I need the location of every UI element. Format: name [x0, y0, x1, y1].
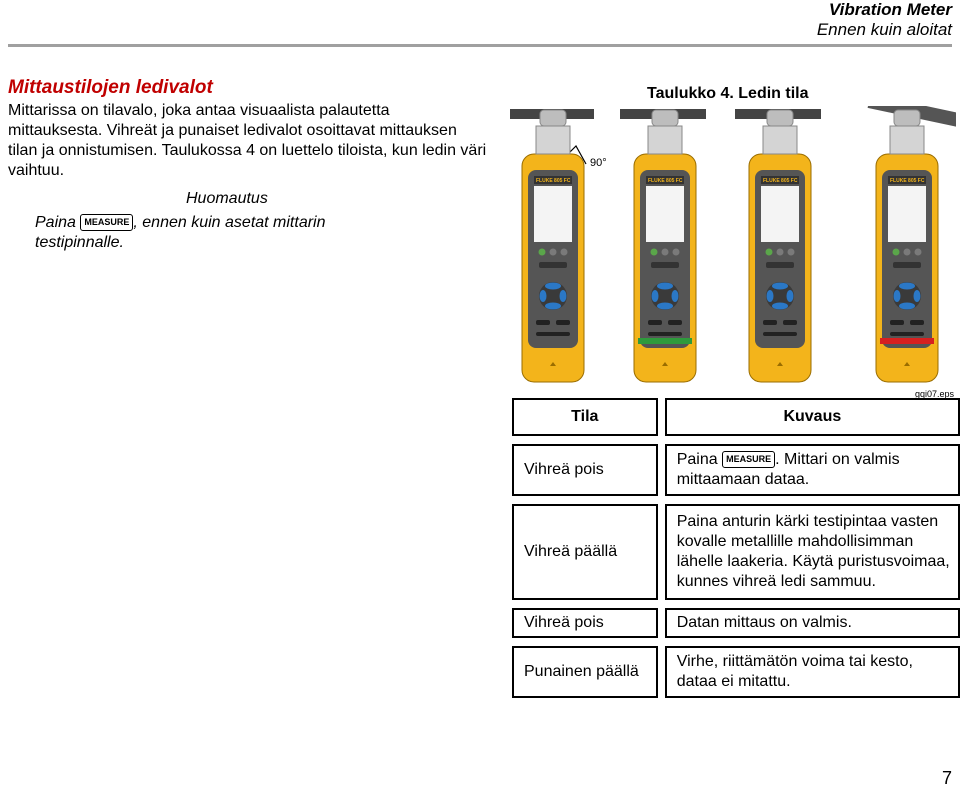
header-title: Vibration Meter	[828, 0, 952, 19]
device-brand-label: FLUKE 805 FC	[890, 178, 925, 184]
header-subtitle: Ennen kuin aloitat	[816, 20, 952, 39]
row-description: Virhe, riittämätön voima tai kesto, dataa ei mitattu.	[666, 647, 959, 697]
device-brand-label: FLUKE 805 FC	[648, 178, 683, 184]
table-row	[513, 505, 959, 599]
page-number: 7	[941, 768, 952, 788]
row-state: Vihreä pois	[513, 609, 657, 637]
col-header-description: Kuvaus	[666, 399, 959, 435]
col-header-state: Tila	[513, 399, 657, 435]
angle-label: 90°	[590, 157, 607, 169]
measure-key-icon: MEASURE	[80, 214, 133, 231]
note-suffix: , ennen kuin asetat mittarin testipinnalle.	[35, 214, 326, 251]
note-prefix: Paina	[35, 214, 76, 231]
note-heading: Huomautus	[186, 190, 268, 207]
running-header	[817, 0, 952, 40]
row-description: Paina anturin kärki testipintaa vasten kovalle metallille mahdollisimman lähelle laakeria. Käytä puristusvoimaa, kunnes vihreä ledi sammuu.	[666, 505, 959, 599]
figure-caption: Taulukko 4. Ledin tila	[647, 85, 809, 102]
row-desc-text: . Mittari on valmis mittaamaan dataa.	[676, 451, 900, 488]
led-status-figure	[510, 106, 956, 396]
led-status-table	[512, 398, 960, 698]
row-state: Vihreä pois	[513, 445, 657, 495]
intro-paragraph: Mittarissa on tilavalo, joka antaa visuaalista palautetta mittauksesta. Vihreät ja punaiset ledivalot osoittavat mittauksen tilan ja onnistumisen. Taulukossa 4 on luettelo tiloista, kun ledin väri vaihtuu.	[8, 102, 487, 179]
row-desc-prefix: Paina	[676, 451, 718, 468]
status-led-4	[880, 338, 934, 344]
status-led-2	[638, 338, 692, 344]
row-state: Vihreä päällä	[513, 505, 657, 599]
table-row	[513, 609, 959, 637]
measure-key-icon: MEASURE	[722, 451, 775, 468]
header-rule	[8, 44, 952, 47]
device-brand-label: FLUKE 805 FC	[536, 178, 571, 184]
row-state: Punainen päällä	[513, 647, 657, 697]
table-row	[513, 647, 959, 697]
device-brand-label: FLUKE 805 FC	[763, 178, 798, 184]
row-description	[666, 445, 959, 495]
section-title: Mittaustilojen ledivalot	[8, 77, 213, 98]
table-row	[513, 445, 959, 495]
note-text	[35, 213, 365, 253]
figure-reference: gqi07.eps	[914, 389, 954, 399]
row-description: Datan mittaus on valmis.	[666, 609, 959, 637]
